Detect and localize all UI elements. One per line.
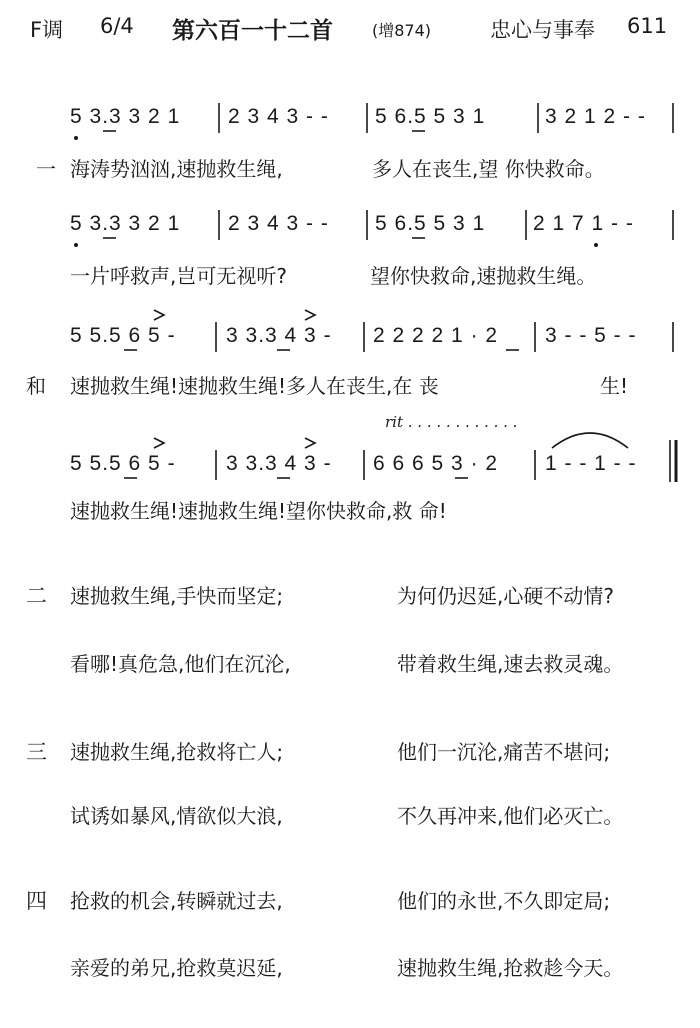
verse4-line2b: 速抛救生绳,抢救趁今天。: [397, 956, 624, 980]
verse1-lyric-line2: 一片呼救声,岂可无视听?: [70, 264, 287, 288]
verse3-line1a: 速抛救生绳,抢救将亡人;: [70, 740, 284, 764]
line3-measure4: 3 - - 5 - -: [545, 324, 637, 347]
verse3-number: 三: [26, 740, 47, 764]
line4-measure1: 5 5.5 6 5 -: [70, 452, 176, 475]
verse1-lyric-line1b: 多人在丧生,望 你快救命。: [372, 157, 605, 181]
verse4-line1b: 他们的永世,不久即定局;: [397, 889, 611, 913]
chorus-lyric-line1b: 生!: [600, 374, 629, 398]
verse4-number: 四: [26, 889, 47, 913]
octave-dot: [594, 243, 598, 247]
verse1-lyric-line2b: 望你快救命,速抛救生绳。: [370, 264, 597, 288]
verse3-line1b: 他们一沉沦,痛苦不堪问;: [397, 740, 611, 764]
octave-dot: [74, 243, 78, 247]
accent-mark: [305, 438, 315, 448]
line2-measure4: 2 1 7 1 - -: [533, 212, 634, 235]
accent-mark: [154, 438, 164, 448]
chorus-lyric-line2: 速抛救生绳!速抛救生绳!望你快救命,救 命!: [70, 499, 447, 523]
hymn-category: 忠心与事奉: [490, 18, 595, 42]
line4-measure2: 3 3.3 4 3 -: [226, 452, 332, 475]
chorus-lyric-line1: 速抛救生绳!速抛救生绳!多人在丧生,在 丧: [70, 374, 439, 398]
line1-measure2: 2 3 4 3 - -: [228, 105, 329, 128]
line3-measure3: 2 2 2 2 1 · 2: [373, 324, 499, 347]
verse2-line1a: 速抛救生绳,手快而坚定;: [70, 584, 284, 608]
verse1-lyric-line1: 海涛势汹汹,速抛救生绳,: [70, 157, 283, 181]
hymn-number: 611: [627, 14, 668, 38]
verse4-line1a: 抢救的机会,转瞬就过去,: [70, 889, 283, 913]
line4-measure3: 6 6 6 5 3 · 2: [373, 452, 499, 475]
line1-measure3: 5 6.5 5 3 1: [375, 105, 486, 128]
verse2-line1b: 为何仍迟延,心硬不动情?: [397, 584, 614, 608]
line1-measure1: 5 3.3 3 2 1: [70, 105, 181, 128]
line2-measure2: 2 3 4 3 - -: [228, 212, 329, 235]
verse2-number: 二: [26, 584, 47, 608]
line3-measure1: 5 5.5 6 5 -: [70, 324, 176, 347]
verse2-line2a: 看哪!真危急,他们在沉沦,: [70, 652, 291, 676]
verse2-line2b: 带着救生绳,速去救灵魂。: [397, 652, 624, 676]
hymn-reference: (增874): [372, 21, 432, 40]
verse1-number: 一: [36, 157, 56, 181]
hymn-title: 第六百一十二首: [172, 18, 333, 44]
line1-measure4: 3 2 1 2 - -: [545, 105, 646, 128]
ritardando-marking: rit . . . . . . . . . . . .: [385, 413, 518, 431]
time-signature: 6/4: [100, 14, 134, 38]
accent-mark: [154, 310, 164, 320]
slur: [552, 433, 628, 448]
line2-measure1: 5 3.3 3 2 1: [70, 212, 181, 235]
accent-mark: [305, 310, 315, 320]
line4-measure4: 1 - - 1 - -: [545, 452, 637, 475]
verse3-line2a: 试诱如暴风,情欲似大浪,: [70, 804, 283, 828]
verse4-line2a: 亲爱的弟兄,抢救莫迟延,: [70, 956, 283, 980]
chorus-label: 和: [26, 374, 46, 398]
line3-measure2: 3 3.3 4 3 -: [226, 324, 332, 347]
octave-dot: [74, 136, 78, 140]
line2-measure3: 5 6.5 5 3 1: [375, 212, 486, 235]
key-signature: F调: [30, 18, 64, 42]
verse3-line2b: 不久再冲来,他们必灭亡。: [397, 804, 624, 828]
